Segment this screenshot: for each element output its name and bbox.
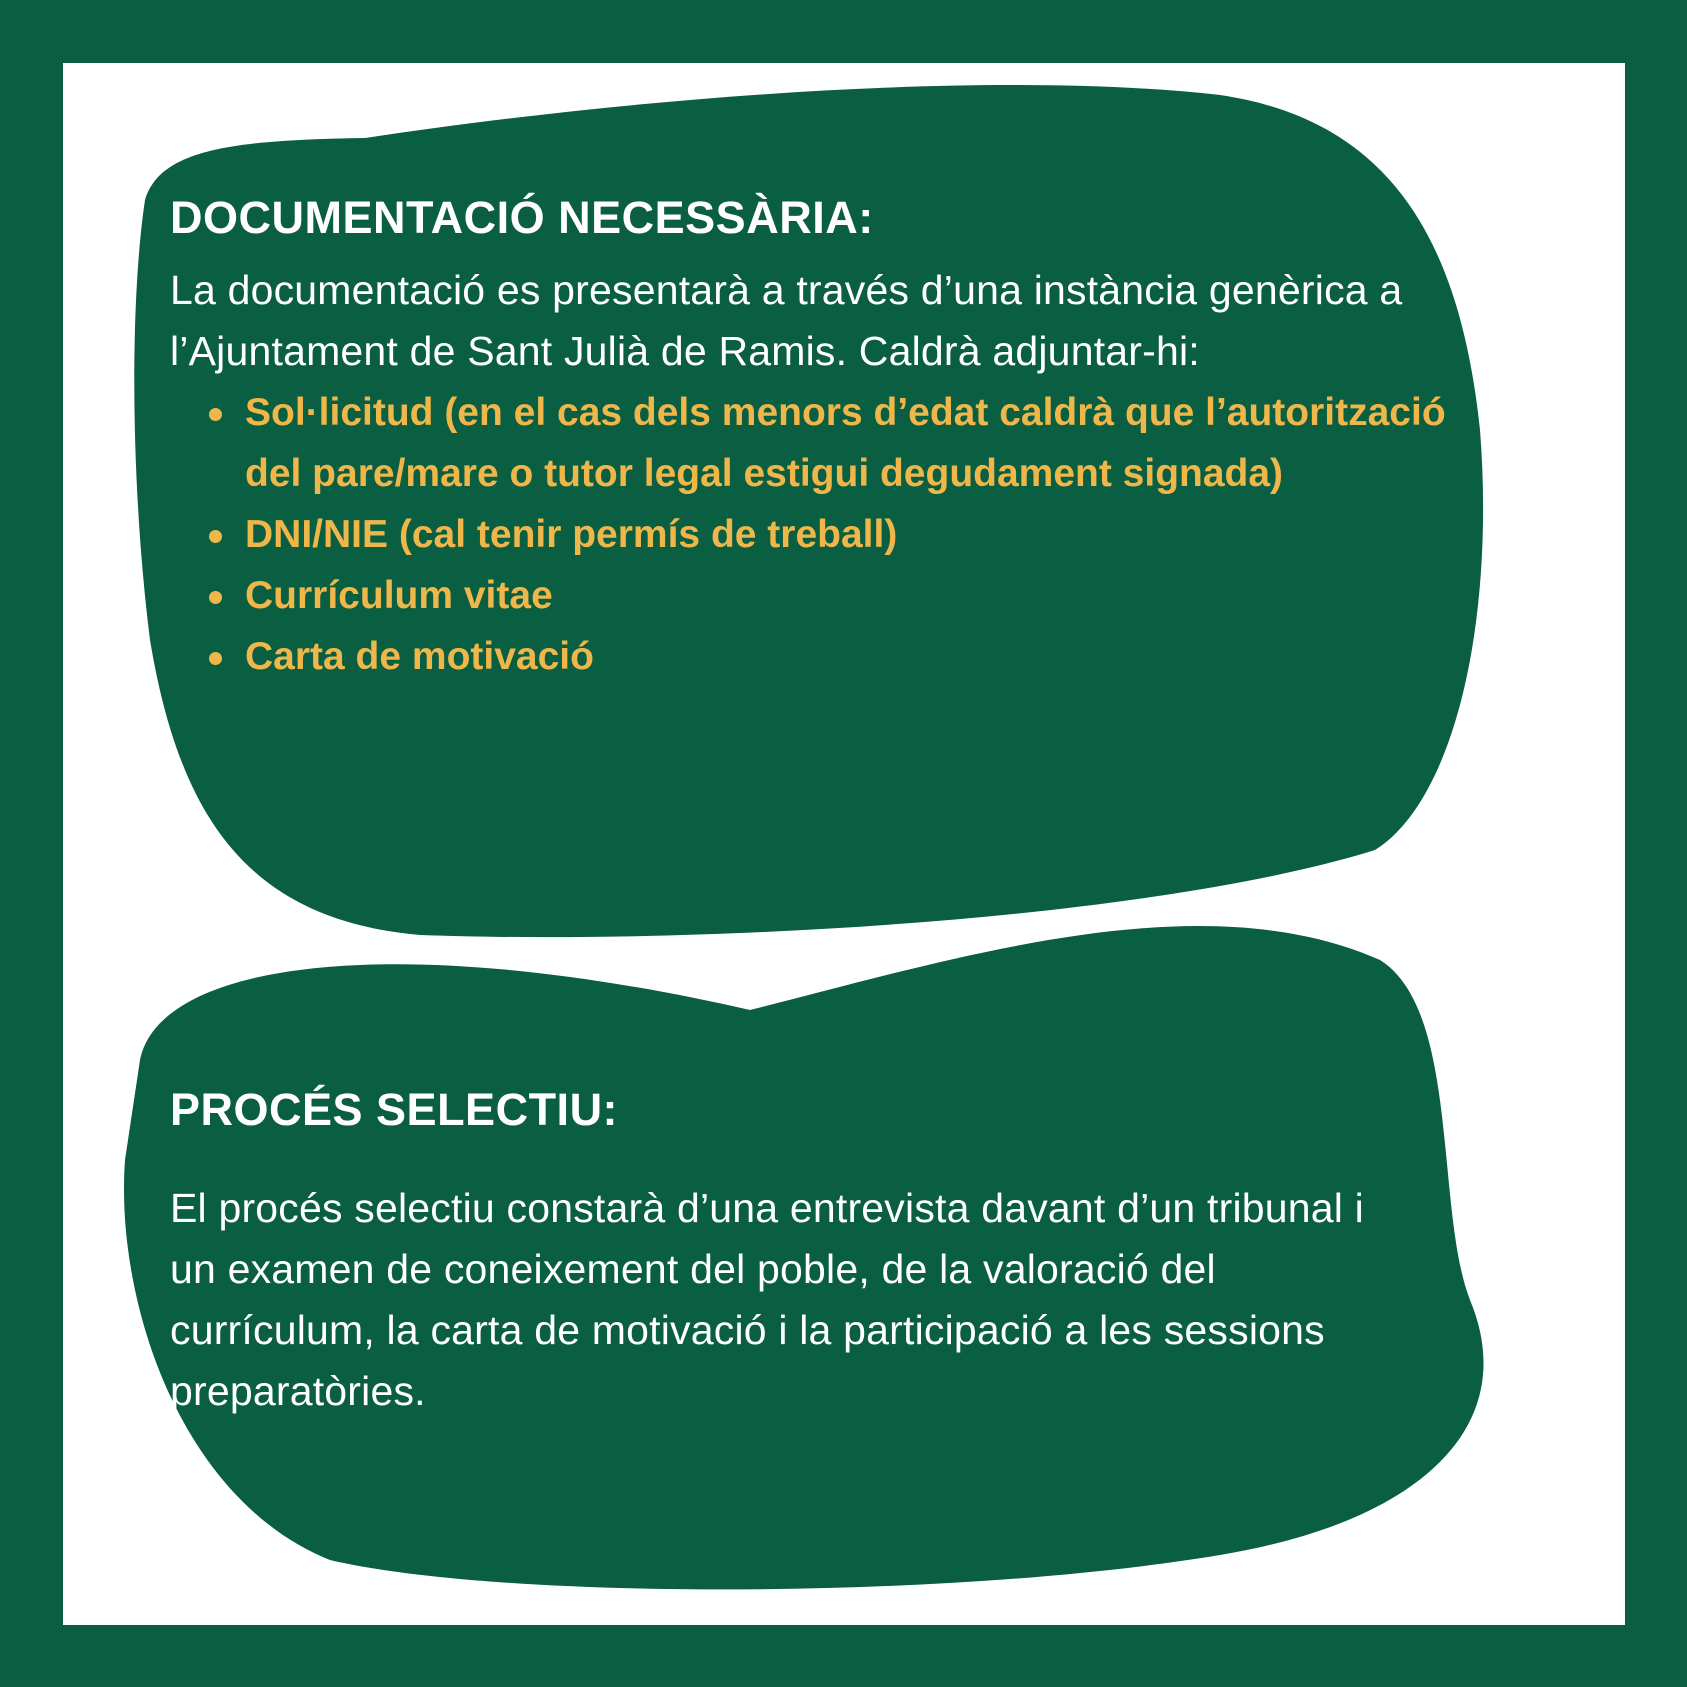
selection-title: PROCÉS SELECTIU: — [170, 1084, 619, 1135]
documentation-intro: La documentació es presentarà a través d’una instància genèrica a l’Ajuntament de Sant Julià de Ramis. Caldrà adjuntar-hi: — [170, 267, 1403, 374]
document-item-cv: Currículum vitae — [245, 565, 1460, 626]
required-documents-list — [170, 382, 1460, 687]
selection-section — [170, 1080, 1420, 1422]
document-item-motivation-letter: Carta de motivació — [245, 626, 1460, 687]
document-item-id: DNI/NIE (cal tenir permís de treball) — [245, 504, 1460, 565]
document-item-request: Sol·licitud (en el cas dels menors d’edat caldrà que l’autorització del pare/mare o tutor legal estigui degudament signada) — [245, 382, 1460, 504]
documentation-section — [170, 188, 1460, 687]
selection-text: El procés selectiu constarà d’una entrevista davant d’un tribunal i un examen de coneixement del poble, de la valoració del currículum, la carta de motivació i la participació a les sessions preparatòries. — [170, 1185, 1364, 1414]
documentation-title: DOCUMENTACIÓ NECESSÀRIA: — [170, 192, 874, 243]
